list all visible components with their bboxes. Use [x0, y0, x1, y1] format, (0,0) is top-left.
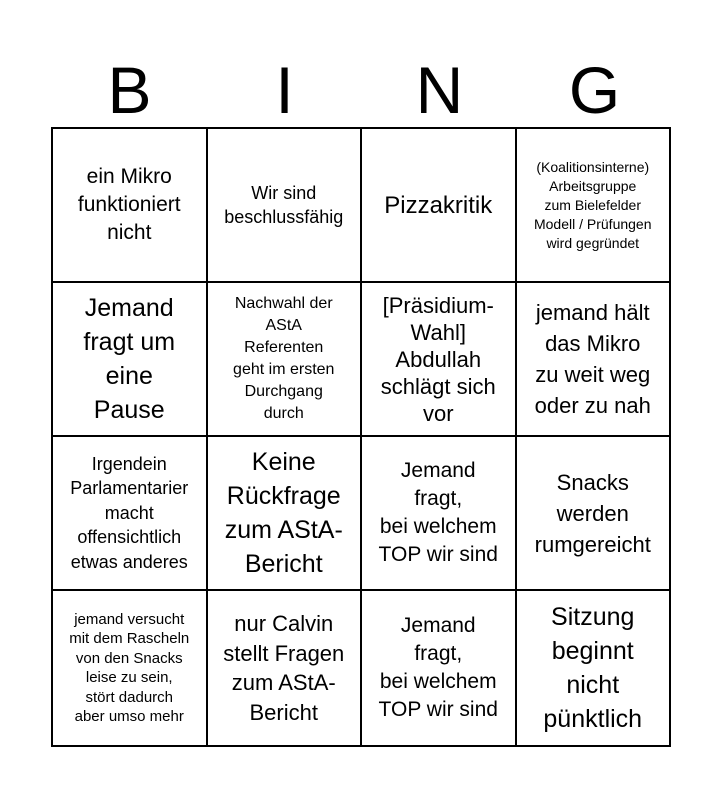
header-letter-n: N	[415, 53, 464, 127]
bingo-cell[interactable]: ein Mikro funktioniert nicht	[53, 129, 208, 283]
header-letter-g: G	[568, 53, 621, 127]
bingo-board	[51, 127, 671, 747]
bingo-cell[interactable]: Jemand fragt um eine Pause	[53, 283, 208, 437]
board-row-1	[53, 129, 669, 283]
header-letter-b: B	[107, 53, 152, 127]
bingo-cell[interactable]: Jemand fragt, bei welchem TOP wir sind	[362, 591, 517, 745]
bingo-cell[interactable]: Snacks werden rumgereicht	[517, 437, 670, 591]
board-row-2	[53, 283, 669, 437]
bingo-cell[interactable]: Wir sind beschlussfähig	[208, 129, 363, 283]
bingo-cell[interactable]: jemand versucht mit dem Rascheln von den Snacks leise zu sein, stört dadurch aber umso mehr	[53, 591, 208, 745]
board-row-4	[53, 591, 669, 745]
header-letter-i: I	[275, 53, 294, 127]
bingo-cell[interactable]: Sitzung beginnt nicht pünktlich	[543, 603, 643, 733]
bingo-cell[interactable]: Irgendein Parlamentarier macht offensichtlich etwas anderes	[53, 437, 208, 591]
board-row-3	[53, 437, 669, 591]
bingo-cell[interactable]: [Präsidium- Wahl] Abdullah schlägt sich vor	[362, 283, 517, 437]
bingo-cell[interactable]: Keine Rückfrage zum AStA- Bericht	[208, 437, 363, 591]
bingo-cell[interactable]: Nachwahl der AStA Referenten geht im ersten Durchgang durch	[208, 283, 363, 437]
bingo-cell[interactable]: nur Calvin stellt Fragen zum AStA- Bericht	[208, 591, 363, 745]
bingo-header	[52, 52, 672, 128]
bingo-cell[interactable]: jemand hält das Mikro zu weit weg oder zu nah	[517, 283, 670, 437]
bingo-cell[interactable]: Pizzakritik	[362, 129, 517, 283]
bingo-cell[interactable]: (Koalitionsinterne) Arbeitsgruppe zum Bielefelder Modell / Prüfungen wird gegründet	[517, 129, 670, 283]
bingo-cell[interactable]: Jemand fragt, bei welchem TOP wir sind	[362, 437, 517, 591]
